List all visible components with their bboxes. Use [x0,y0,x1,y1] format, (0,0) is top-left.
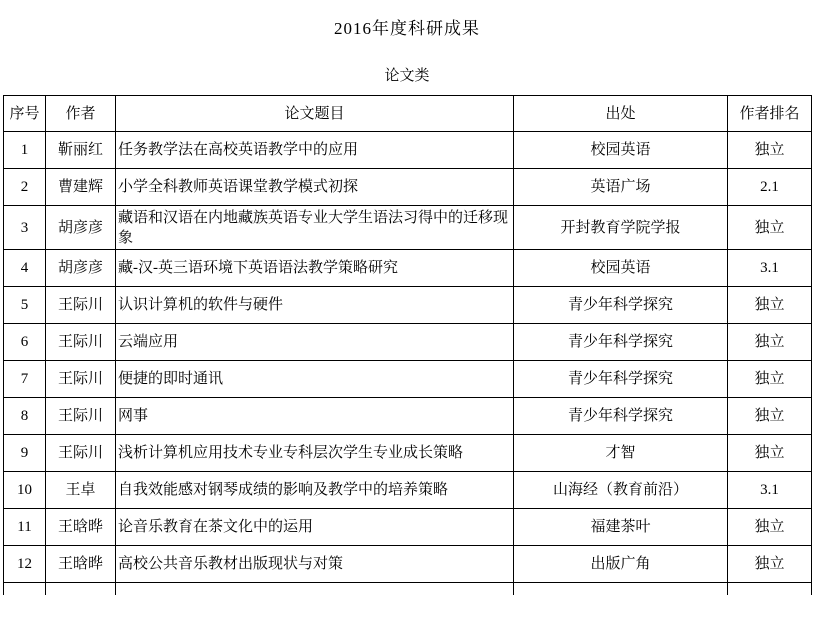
cell-no: 5 [4,287,46,324]
cell-rank: 3.1 [728,250,812,287]
cell-source: 青少年科学探究 [514,324,728,361]
cell-rank: 独立 [728,398,812,435]
results-table-container [3,95,812,595]
table-row [4,546,812,583]
cell-author: 王际川 [46,324,116,361]
table-row [4,398,812,435]
cell-title: 高校公共音乐教材出版现状与对策 [116,546,514,583]
table-row-partial [4,583,812,595]
cell-rank: 2.1 [728,169,812,206]
section-title: 论文类 [384,68,430,84]
cell-rank: 独立 [728,132,812,169]
cell-author: 王际川 [46,435,116,472]
cell-title: 论音乐教育在茶文化中的运用 [116,509,514,546]
cell-title: 自我效能感对钢琴成绩的影响及教学中的培养策略 [116,472,514,509]
cell-title: 网事 [116,398,514,435]
cell-author: 王晗晔 [46,509,116,546]
col-header-source: 出处 [514,96,728,132]
cell-rank: 独立 [728,206,812,250]
cell-author: 胡彦彦 [46,250,116,287]
cell-no: 9 [4,435,46,472]
cell-rank: 独立 [728,287,812,324]
table-row [4,472,812,509]
col-header-no: 序号 [4,96,46,132]
table-row [4,287,812,324]
table-row [4,250,812,287]
empty-cell [514,583,728,595]
empty-cell [728,583,812,595]
cell-title: 藏语和汉语在内地藏族英语专业大学生语法习得中的迁移现象 [116,206,514,250]
cell-rank: 独立 [728,324,812,361]
table-row [4,324,812,361]
cell-title: 认识计算机的软件与硬件 [116,287,514,324]
cell-no: 10 [4,472,46,509]
table-row [4,435,812,472]
page-title: 2016年度科研成果 [334,19,480,38]
cell-title: 小学全科教师英语课堂教学模式初探 [116,169,514,206]
table-row [4,169,812,206]
cell-source: 才智 [514,435,728,472]
cell-no: 11 [4,509,46,546]
cell-author: 王际川 [46,287,116,324]
cell-no: 2 [4,169,46,206]
cell-rank: 独立 [728,361,812,398]
cell-no: 3 [4,206,46,250]
cell-source: 英语广场 [514,169,728,206]
cell-title: 浅析计算机应用技术专业专科层次学生专业成长策略 [116,435,514,472]
cell-source: 青少年科学探究 [514,287,728,324]
cell-rank: 独立 [728,509,812,546]
cell-author: 曹建辉 [46,169,116,206]
cell-source: 校园英语 [514,250,728,287]
cell-source: 山海经（教育前沿） [514,472,728,509]
cell-no: 1 [4,132,46,169]
col-header-rank: 作者排名 [728,96,812,132]
table-row [4,509,812,546]
cell-title: 便捷的即时通讯 [116,361,514,398]
cell-no: 6 [4,324,46,361]
cell-title: 藏-汉-英三语环境下英语语法教学策略研究 [116,250,514,287]
cell-author: 胡彦彦 [46,206,116,250]
cell-source: 校园英语 [514,132,728,169]
cell-rank: 独立 [728,435,812,472]
cell-no: 7 [4,361,46,398]
cell-author: 王际川 [46,361,116,398]
cell-source: 福建茶叶 [514,509,728,546]
col-header-author: 作者 [46,96,116,132]
cell-author: 靳丽红 [46,132,116,169]
empty-cell [4,583,46,595]
results-table [3,95,812,595]
cell-no: 4 [4,250,46,287]
cell-title: 任务教学法在高校英语教学中的应用 [116,132,514,169]
cell-title: 云端应用 [116,324,514,361]
col-header-title: 论文题目 [116,96,514,132]
empty-cell [46,583,116,595]
cell-source: 青少年科学探究 [514,361,728,398]
cell-no: 12 [4,546,46,583]
cell-author: 王卓 [46,472,116,509]
empty-cell [116,583,514,595]
cell-no: 8 [4,398,46,435]
table-row [4,206,812,250]
table-row [4,132,812,169]
header-row [4,96,812,132]
table-row [4,361,812,398]
cell-rank: 独立 [728,546,812,583]
cell-author: 王际川 [46,398,116,435]
cell-source: 开封教育学院学报 [514,206,728,250]
cell-rank: 3.1 [728,472,812,509]
cell-author: 王晗晔 [46,546,116,583]
cell-source: 青少年科学探究 [514,398,728,435]
cell-source: 出版广角 [514,546,728,583]
